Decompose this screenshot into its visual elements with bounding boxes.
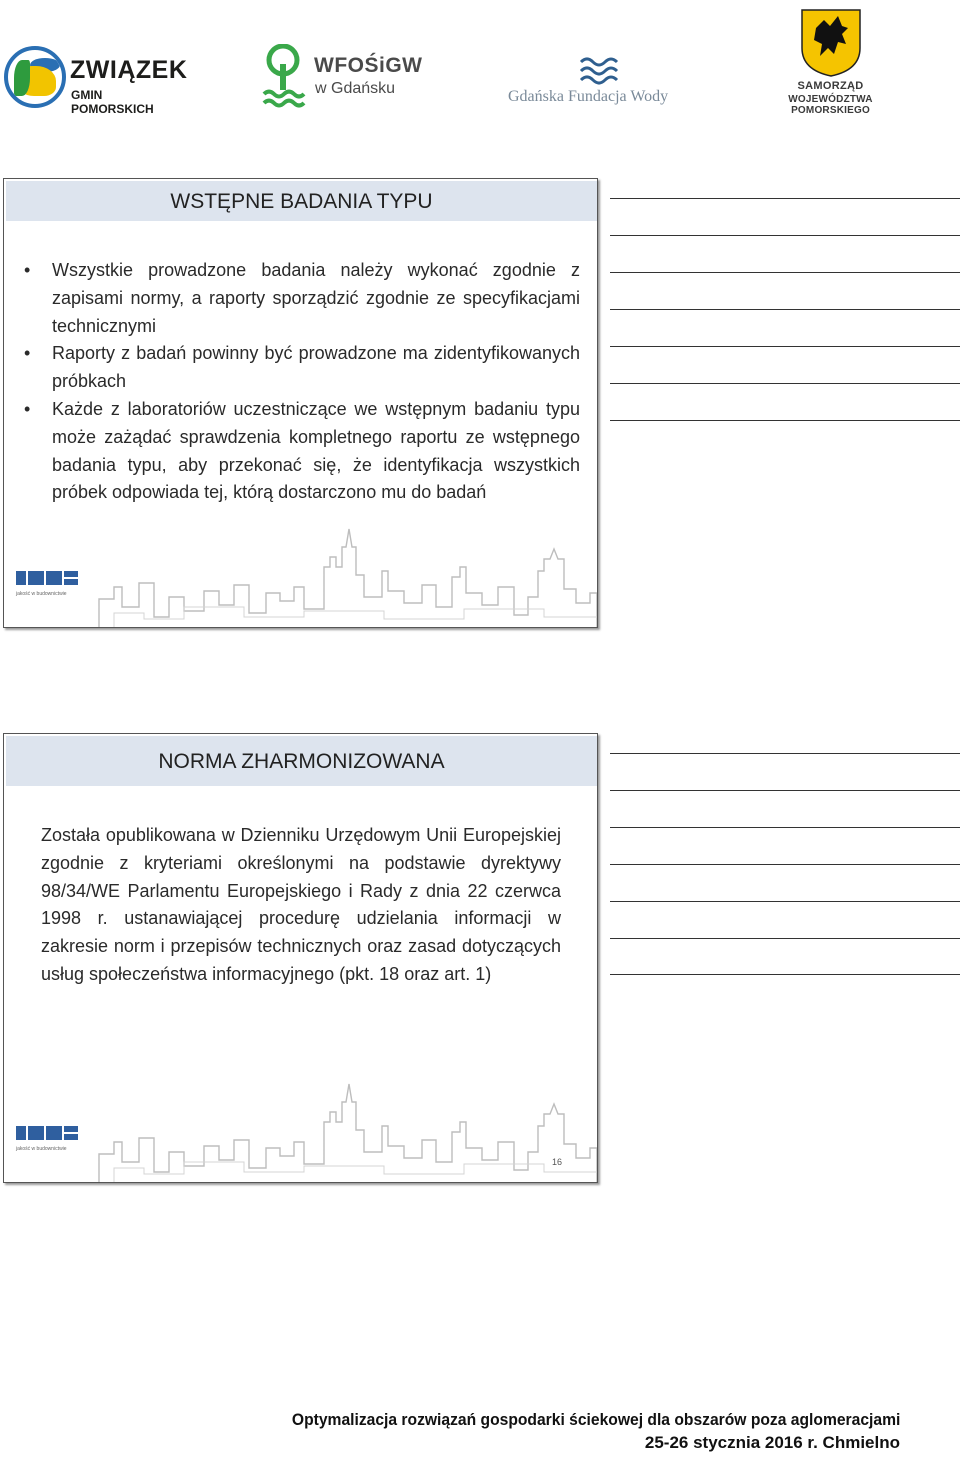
gdanska-fundacja-wody-text: Gdańska Fundacja Wody [508, 88, 669, 105]
slide-paragraph: Została opublikowana w Dzienniku Urzędowym Unii Europejskiej zgodnie z kryteriami określonymi na podstawie dyrektywy 98/34/WE Parlamentu Europejskiego i Rady z dnia 22 czerwca 1998 r. ustanawiającej procedurę udzielania informacji w zakresie norm i przepisów technicznych oraz zasad dotyczących usług społeczeństwa informacyjnego (pkt. 18 oraz art. 1) [41, 825, 561, 984]
samorzad-logo-subtitle: WOJEWÓDZTWA POMORSKIEGO [788, 94, 873, 116]
slide-wstepne-badania-typu [3, 178, 598, 628]
document-footer [239, 1408, 900, 1454]
slide-footer-skyline [4, 1082, 597, 1182]
bullet-item: • Wszystkie prowadzone badania należy wykonać zgodnie z zapisami normy, a raporty sporządzić zgodnie ze specyfikacjami technicznymi [24, 257, 580, 340]
slide-page-number: 16 [552, 1157, 563, 1167]
zwiazek-logo-title: ZWIĄZEK [70, 56, 188, 84]
wfosigw-logo-subtitle: w Gdańsku [315, 80, 396, 97]
zwiazek-gmin-pomorskich-logo [4, 44, 188, 116]
wfosigw-logo [260, 44, 440, 108]
samorzad-wojewodztwa-logo [748, 8, 913, 116]
gdanska-fundacja-wody-logo [505, 56, 690, 112]
bullet-list [24, 257, 580, 507]
slide-footer-skyline [4, 527, 597, 627]
footer-title: Optymalizacja rozwiązań gospodarki ściekowej dla obszarów poza aglomeracjami [291, 1410, 900, 1429]
zwiazek-emblem-icon [4, 46, 66, 108]
slide-norma-zharmonizowana [3, 733, 598, 1183]
itb-logo [15, 1126, 78, 1152]
zwiazek-logo-subtitle: GMIN POMORSKICH [71, 88, 154, 116]
itb-tagline: jakość w budownictwie [16, 591, 67, 597]
slide-title: NORMA ZHARMONIZOWANA [6, 736, 597, 786]
bullet-item: • Raporty z badań powinny być prowadzone ma zidentyfikowanych próbkach [24, 340, 580, 396]
griffin-crest-icon [798, 8, 864, 78]
wfosigw-logo-title: WFOŚiGW [314, 54, 423, 77]
itb-tagline: jakość w budownictwie [16, 1146, 67, 1152]
slide-title: WSTĘPNE BADANIA TYPU [6, 181, 597, 221]
notes-lines [610, 198, 960, 428]
bullet-item: • Każde z laboratoriów uczestniczące we wstępnym badaniu typu może zażądać sprawdzenia kompletnego raportu ze wstępnego badania typu, aby przekonać się, że identyfikacja wszystkich próbek odpowiada tej, którą dostarczono mu do badań [24, 396, 580, 507]
itb-logo [15, 571, 78, 597]
waves-icon [579, 56, 619, 88]
tree-icon [260, 44, 306, 108]
samorzad-logo-title: SAMORZĄD [797, 80, 864, 92]
footer-date-location: 25-26 stycznia 2016 r. Chmielno [644, 1433, 900, 1452]
notes-lines [610, 753, 960, 983]
logo-header [0, 0, 960, 135]
